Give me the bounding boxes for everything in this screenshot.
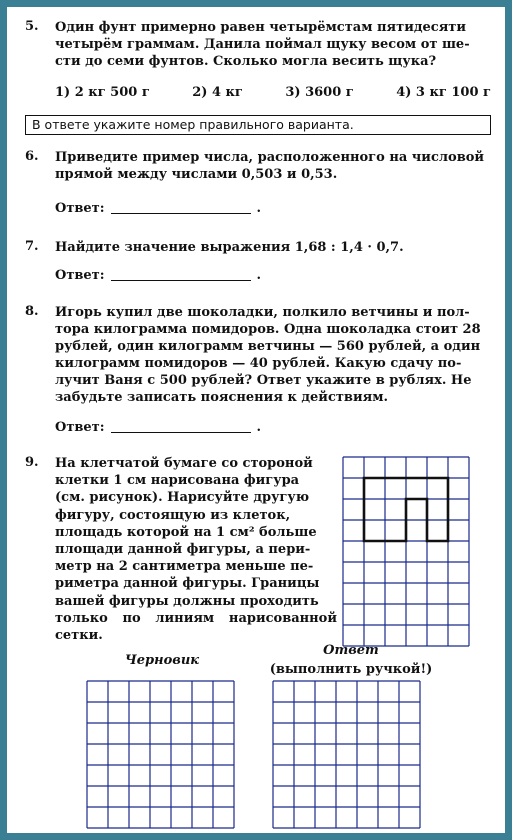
task-number: 5.: [25, 19, 39, 34]
task-text: [55, 19, 491, 70]
text-line: Один фунт примерно равен четырёмстам пятидесяти: [55, 20, 466, 35]
text-line: вашей фигуры должны проходить: [55, 593, 319, 609]
answer-options: [55, 85, 491, 100]
text-line: тора килограмма помидоров. Одна шоколадка стоит 28: [55, 322, 481, 337]
task-5: [25, 19, 491, 100]
text-line: прямой между числами 0,503 и 0,53.: [55, 167, 338, 182]
draft-grid[interactable]: [83, 679, 239, 829]
task-6: [25, 149, 491, 189]
text-line: Найдите значение выражения 1,68 : 1,4 · 0,7.: [55, 240, 404, 255]
text-line: только по линиям нарисованной сетки.: [55, 610, 337, 644]
text-line: сти до семи фунтов. Сколько могла весить щука?: [55, 54, 437, 69]
text-line: килограмм помидоров — 40 рублей. Какую сдачу по-: [55, 356, 462, 371]
text-line: Приведите пример числа, расположенного на числовой: [55, 150, 485, 165]
text-line: площади данной фигуры, а пери-: [55, 542, 311, 558]
answer-line[interactable]: [111, 280, 251, 281]
task-number: 6.: [25, 149, 39, 164]
answer-label: Ответ:: [55, 268, 105, 283]
figure-grid: [339, 453, 485, 647]
text-line: метр на 2 сантиметра меньше пе-: [55, 559, 314, 575]
option-1[interactable]: 1) 2 кг 500 г: [55, 85, 150, 100]
answer-field-6[interactable]: Ответ: .: [55, 201, 262, 216]
text-line: клетки 1 см нарисована фигура: [55, 473, 300, 489]
text-line: (см. рисунок). Нарисуйте другую: [55, 490, 310, 506]
task-9-text: [55, 455, 337, 644]
answer-instruction-box: В ответе укажите номер правильного варианта.: [25, 115, 491, 135]
answer-line[interactable]: [111, 213, 251, 214]
answer-grid-note: (выполнить ручкой!): [269, 662, 433, 677]
option-2[interactable]: 2) 4 кг: [192, 85, 243, 100]
text-line: Игорь купил две шоколадки, полкило ветчины и пол-: [55, 305, 470, 320]
text-line: рублей, один килограмм ветчины — 560 рублей, а один: [55, 339, 481, 354]
task-text: [55, 239, 491, 256]
option-4[interactable]: 4) 3 кг 100 г: [396, 85, 491, 100]
answer-line[interactable]: [111, 432, 251, 433]
text-line: риметра данной фигуры. Границы: [55, 576, 320, 592]
answer-grid-label: Ответ: [323, 643, 379, 658]
task-number: 9.: [25, 455, 39, 470]
task-text: [55, 149, 491, 183]
answer-label: Ответ:: [55, 201, 105, 216]
task-7: [25, 239, 491, 259]
text-line: забудьте записать пояснения к действиям.: [55, 390, 389, 405]
option-3[interactable]: 3) 3600 г: [285, 85, 354, 100]
answer-grid[interactable]: [269, 679, 425, 829]
task-number: 8.: [25, 304, 39, 319]
text-line: фигуру, состоящую из клеток,: [55, 507, 291, 523]
answer-label: Ответ:: [55, 420, 105, 435]
draft-label: Черновик: [124, 653, 200, 668]
text-line: четырём граммам. Данила поймал щуку весом от ше-: [55, 37, 470, 52]
answer-field-8[interactable]: Ответ: .: [55, 420, 262, 435]
text-line: площадь которой на 1 см² больше: [55, 524, 317, 540]
task-number: 7.: [25, 239, 39, 254]
task-8: [25, 304, 491, 414]
text-line: На клетчатой бумаге со стороной: [55, 456, 313, 471]
answer-field-7[interactable]: Ответ: .: [55, 268, 262, 283]
task-text: [55, 304, 491, 406]
text-line: лучит Ваня с 500 рублей? Ответ укажите в рублях. Не: [55, 373, 472, 388]
